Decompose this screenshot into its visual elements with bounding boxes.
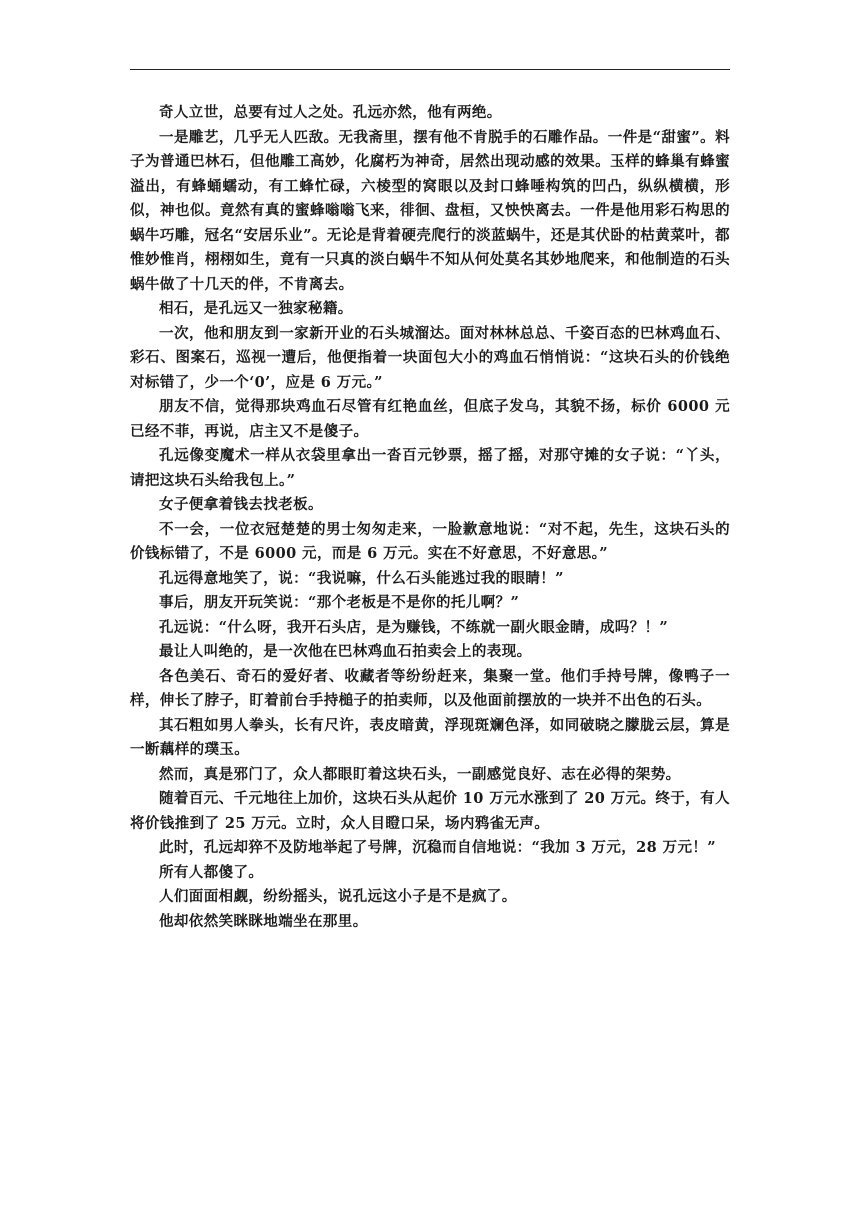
paragraph: 孔远说：“什么呀，我开石头店，是为赚钱，不练就一副火眼金睛，成吗？！”	[159, 618, 669, 636]
paragraph: 孔远像变魔术一样从衣袋里拿出一沓百元钞票，摇了摇，对那守摊的女子说：“丫头，请把这块石头给我包上。”	[130, 447, 730, 489]
paragraph: 此时，孔远却猝不及防地举起了号牌，沉稳而自信地说：“我加 3 万元，28 万元！”	[159, 839, 716, 856]
paragraph: 事后，朋友开玩笑说：“那个老板是不是你的托儿啊？”	[159, 594, 520, 611]
paragraph: 相石，是孔远又一独家秘籍。	[159, 300, 353, 317]
paragraph: 其石粗如男人拳头，长有尺许，表皮暗黄，浮现斑斓色泽，如同破晓之朦胧云层，算是一断藕样的璞玉。	[130, 716, 730, 758]
paragraph: 最让人叫绝的，是一次他在巴林鸡血石拍卖会上的表现。	[159, 643, 532, 660]
header-rule	[130, 69, 730, 70]
paragraph: 各色美石、奇石的爱好者、收藏者等纷纷赶来，集聚一堂。他们手持号牌，像鸭子一样，伸长了脖子，盯着前台手持槌子的拍卖师，以及他面前摆放的一块并不出色的石头。	[130, 667, 730, 709]
paragraph: 一次，他和朋友到一家新开业的石头城溜达。面对林林总总、千姿百态的巴林鸡血石、彩石、图案石，巡视一遭后，他便指着一块面包大小的鸡血石悄悄说：“这块石头的价钱绝对标错了，少一个‘0’，应是 6 万元。”	[130, 324, 730, 391]
paragraph: 所有人都傻了。	[159, 863, 264, 881]
paragraph: 一是雕艺，几乎无人匹敌。无我斋里，摆有他不肯脱手的石雕作品。一件是“甜蜜”。料子为普通巴林石，但他雕工高妙，化腐朽为神奇，居然出现动感的效果。玉样的蜂巢有蜂蜜溢出，有蜂蛹蠕动，有工蜂忙碌，六棱型的窝眼以及封口蜂唾构筑的凹凸，纵纵横横，形似，神也似。竟然有真的蜜蜂嗡嗡飞来，徘徊、盘桓，又怏怏离去。一件是他用彩石构思的蜗牛巧雕，冠名“安居乐业”。无论是背着硬壳爬行的淡蓝蜗牛，还是其伏卧的枯黄菜叶，都惟妙惟肖，栩栩如生，竟有一只真的淡白蜗牛不知从何处莫名其妙地爬来，和他制造的石头蜗牛做了十几天的伴，不肯离去。	[130, 128, 730, 293]
paragraph: 孔远得意地笑了，说：“我说嘛，什么石头能逃过我的眼睛！”	[159, 569, 564, 587]
paragraph: 随着百元、千元地往上加价，这块石头从起价 10 万元水涨到了 20 万元。终于，有人将价钱推到了 25 万元。立时，众人目瞪口呆，场内鸦雀无声。	[130, 790, 730, 832]
paragraph: 奇人立世，总要有过人之处。孔远亦然，他有两绝。	[159, 104, 502, 121]
paragraph: 朋友不信，觉得那块鸡血石尽管有红艳血丝，但底子发乌，其貌不扬，标价 6000 元已经不菲，再说，店主又不是傻子。	[130, 398, 730, 440]
body-text	[130, 101, 730, 934]
paragraph: 不一会，一位衣冠楚楚的男士匆匆走来，一脸歉意地说：“对不起，先生，这块石头的价钱标错了，不是 6000 元，而是 6 万元。实在不好意思，不好意思。”	[130, 520, 730, 562]
paragraph: 然而，真是邪门了，众人都眼盯着这块石头，一副感觉良好、志在必得的架势。	[159, 765, 681, 783]
paragraph: 人们面面相觑，纷纷摇头，说孔远这小子是不是疯了。	[159, 888, 517, 905]
paragraph: 他却依然笑眯眯地端坐在那里。	[159, 912, 368, 930]
paragraph: 女子便拿着钱去找老板。	[159, 496, 323, 513]
